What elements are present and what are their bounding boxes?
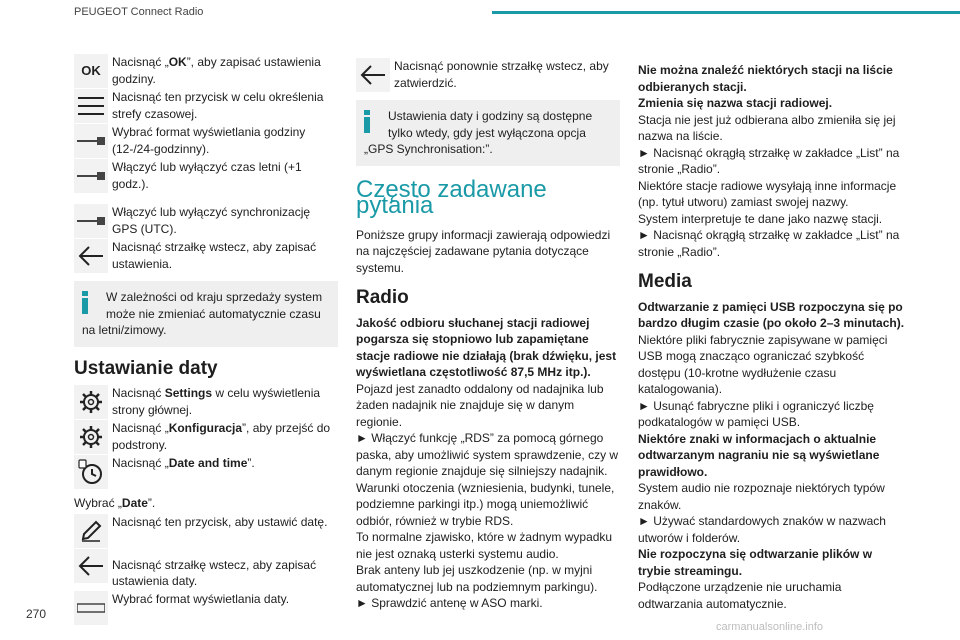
- list-item: Włączyć lub wyłączyć czas letni (+1 godz.).: [74, 159, 338, 193]
- answer-text: Niektóre stacje radiowe wysyłają inne informacje (np. tytuł utworu) zamiast swojej nazwy.: [638, 178, 897, 209]
- info-icon: [82, 291, 88, 315]
- answer-text: System audio nie rozpoznaje niektórych typów znaków.: [638, 481, 885, 512]
- answer-text: ► Używać standardowych znaków w nazwach utworów i folderów.: [638, 514, 886, 545]
- info-note: W zależności od kraju sprzedaży system może nie zmieniać automatycznie czasu na letni/zimowy.: [74, 281, 338, 347]
- pencil-icon: [74, 514, 108, 548]
- answer-text: ► Nacisnąć okrągłą strzałkę w zakładce „List” na stronie „Radio”.: [638, 228, 900, 259]
- answer-text: ► Włączyć funkcję „RDS” za pomocą górnego paska, aby umożliwić system sprawdzenie, czy w danym regionie znajduje się silniejszy nadajnik.: [356, 431, 619, 478]
- question-text: Nie rozpoczyna się odtwarzanie plików w trybie streamingu.: [638, 547, 873, 578]
- gear-icon: [74, 420, 108, 454]
- column-1: [74, 54, 338, 626]
- answer-text: Niektóre pliki fabrycznie zapisywane w pamięci USB mogą znacząco ograniczać szybkość dostępu (10-krotne wydłużenie czasu katalogowania).: [638, 332, 888, 396]
- page-number: 270: [26, 607, 47, 621]
- section-heading: Radio: [356, 287, 409, 308]
- answer-text: Brak anteny lub jej uszkodzenie (np. w myjni automatycznej lub na podziemnym parkingu).: [356, 563, 598, 594]
- list-item: Nacisnąć Settings w celu wyświetlenia strony głównej.: [74, 385, 338, 419]
- menu-icon: [74, 89, 108, 123]
- gear-icon: [74, 385, 108, 419]
- intro-text: Poniższe grupy informacji zawierają odpowiedzi na najczęściej zadawane pytania dotyczące systemu.: [356, 227, 611, 275]
- answer-text: Pojazd jest zanadto oddalony od nadajnika lub żaden nadajnik nie znajduje się w danym regionie.: [356, 381, 604, 429]
- list-item: Nacisnąć strzałkę wstecz, aby zapisać ustawienia.: [74, 239, 338, 273]
- toggle-icon: [74, 159, 108, 193]
- answer-text: ► Usunąć fabryczne pliki i ograniczyć liczbę podkatalogów w pamięci USB.: [638, 398, 874, 429]
- info-icon: [364, 110, 370, 134]
- answer-text: System interpretuje te dane jako nazwę stacji.: [638, 211, 883, 226]
- header-accent-bar: [492, 11, 960, 14]
- answer-text: Warunki otoczenia (wzniesienia, budynki, tunele, podziemne parkingi itp.) mogą uniemożliwić odbiór, również w trybie RDS.: [356, 480, 615, 528]
- answer-text: To normalne zjawisko, które w żadnym wypadku nie jest oznaką usterki systemu audio.: [356, 530, 613, 561]
- toggle-icon: [74, 124, 108, 158]
- question-text: Niektóre znaki w informacjach o aktualnie odtwarzanym nagraniu nie są wyświetlane prawidłowo.: [638, 431, 880, 479]
- list-item: Wybrać format wyświetlania daty.: [74, 591, 338, 625]
- back-arrow-icon: [356, 58, 390, 92]
- running-header: PEUGEOT Connect Radio: [74, 6, 204, 18]
- choose-date-text: Wybrać „Date”.: [74, 496, 156, 510]
- list-item: Nacisnąć ten przycisk, aby ustawić datę.: [74, 514, 338, 548]
- list-item: OK Nacisnąć „OK”, aby zapisać ustawienia godziny.: [74, 54, 338, 88]
- ok-icon: OK: [74, 54, 108, 88]
- column-2: [356, 58, 620, 612]
- back-arrow-icon: [74, 549, 108, 583]
- back-arrow-icon: [74, 239, 108, 273]
- answer-text: Stacja nie jest już odbierana albo zmieniła się jej nazwa na liście.: [638, 112, 896, 143]
- list-item: Nacisnąć ponownie strzałkę wstecz, aby zatwierdzić.: [356, 58, 620, 92]
- question-text: Jakość odbioru słuchanej stacji radiowej pogarsza się stopniowo lub zapamiętane stacje radiowe nie działają (brak dźwięku, jest wyświetlana częstotliwość 87,5 MHz itp.).: [356, 315, 617, 379]
- list-item: Nacisnąć strzałkę wstecz, aby zapisać ustawienia daty.: [74, 549, 338, 590]
- answer-text: ► Sprawdzić antenę w ASO marki.: [356, 596, 543, 610]
- answer-text: Podłączone urządzenie nie uruchamia odtwarzania automatycznie.: [638, 580, 842, 611]
- toggle-icon: [74, 204, 108, 238]
- list-item: Nacisnąć ten przycisk w celu określenia strefy czasowej.: [74, 89, 338, 123]
- list-item: Wybrać format wyświetlania godziny (12-/24-godzinny).: [74, 124, 338, 158]
- section-title: Często zadawane pytania: [356, 175, 547, 219]
- list-item: Włączyć lub wyłączyć synchronizację GPS (UTC).: [74, 204, 338, 238]
- list-item: Nacisnąć „Konfiguracja”, aby przejść do podstrony.: [74, 420, 338, 454]
- column-3: [638, 62, 908, 612]
- question-text: Odtwarzanie z pamięci USB rozpoczyna się po bardzo długim czasie (po około 2–3 minutach).: [638, 299, 905, 330]
- question-text: Nie można znaleźć niektórych stacji na liście odbieranych stacji.: [638, 63, 893, 94]
- footer-watermark: carmanualsonline.info: [716, 621, 824, 633]
- toggle-icon: [74, 591, 108, 625]
- section-heading: Ustawianie daty: [74, 357, 218, 379]
- info-note: Ustawienia daty i godziny są dostępne tylko wtedy, gdy jest wyłączona opcja „GPS Synchronisation:”.: [356, 100, 620, 166]
- question-text: Zmienia się nazwa stacji radiowej.: [638, 96, 833, 110]
- answer-text: ► Nacisnąć okrągłą strzałkę w zakładce „List” na stronie „Radio”.: [638, 145, 900, 176]
- clock-icon: [74, 455, 108, 489]
- list-item: Nacisnąć „Date and time”.: [74, 455, 338, 489]
- section-heading: Media: [638, 271, 692, 292]
